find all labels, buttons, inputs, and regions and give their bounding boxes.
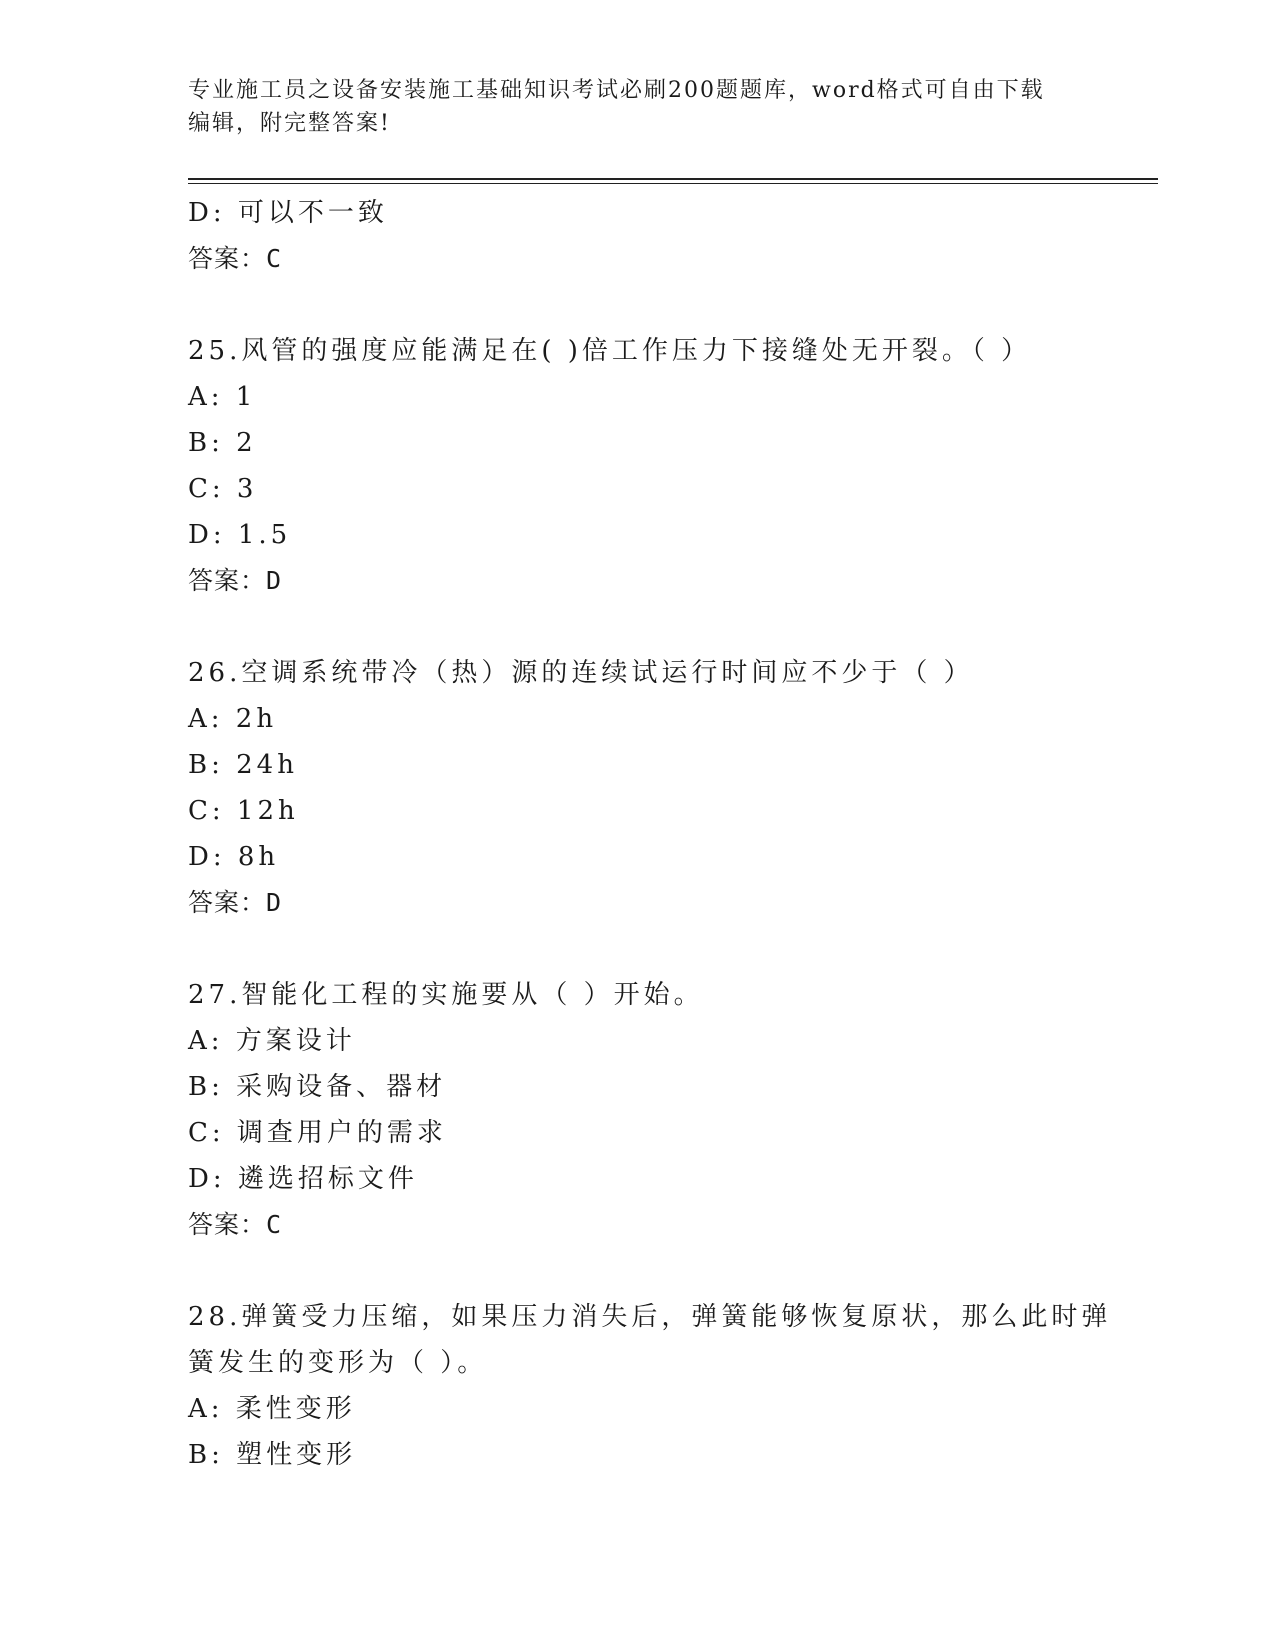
question-stem: 27.智能化工程的实施要从（ ）开始。 bbox=[188, 980, 704, 1010]
header-title-line2: 编辑，附完整答案! bbox=[188, 111, 391, 136]
answer-line: 答案：D bbox=[188, 566, 283, 595]
option-c: C: 3 bbox=[188, 474, 258, 504]
option-b: B: 塑性变形 bbox=[188, 1440, 357, 1470]
option-b: B: 2 bbox=[188, 428, 257, 458]
answer-line: 答案：C bbox=[188, 1210, 283, 1239]
option-d: D: 1.5 bbox=[188, 520, 292, 550]
question-stem: 25.风管的强度应能满足在( )倍工作压力下接缝处无开裂。（ ） bbox=[188, 336, 1032, 366]
option-c: C: 12h bbox=[188, 796, 299, 826]
option-d: D: 遴选招标文件 bbox=[188, 1164, 418, 1194]
header-rule-thick bbox=[188, 178, 1158, 180]
option-a: A: 2h bbox=[188, 704, 278, 734]
option-d: D: 8h bbox=[188, 842, 280, 872]
option-d: D: 可以不一致 bbox=[188, 198, 388, 228]
option-c: C: 调查用户的需求 bbox=[188, 1118, 447, 1148]
document-header bbox=[188, 74, 1088, 140]
header-rule-thin bbox=[188, 183, 1158, 184]
question-26 bbox=[188, 650, 1128, 926]
option-b: B: 采购设备、器材 bbox=[188, 1072, 447, 1102]
previous-question-tail bbox=[188, 190, 1128, 282]
option-a: A: 1 bbox=[188, 382, 257, 412]
question-stem: 26.空调系统带冷（热）源的连续试运行时间应不少于（ ） bbox=[188, 658, 974, 688]
header-title-line1: 专业施工员之设备安装施工基础知识考试必刷200题题库，word格式可自由下载 bbox=[188, 78, 1045, 103]
question-28 bbox=[188, 1294, 1128, 1478]
option-b: B: 24h bbox=[188, 750, 298, 780]
question-25 bbox=[188, 328, 1128, 604]
answer-line: 答案：D bbox=[188, 888, 283, 917]
option-a: A: 方案设计 bbox=[188, 1026, 356, 1056]
question-stem-line1: 28.弹簧受力压缩，如果压力消失后，弹簧能够恢复原状，那么此时弹 bbox=[188, 1302, 1112, 1332]
answer-line: 答案：C bbox=[188, 244, 283, 273]
question-stem-line2: 簧发生的变形为（ ）。 bbox=[188, 1348, 488, 1378]
option-a: A: 柔性变形 bbox=[188, 1394, 356, 1424]
question-27 bbox=[188, 972, 1128, 1248]
question-content bbox=[188, 190, 1128, 1478]
